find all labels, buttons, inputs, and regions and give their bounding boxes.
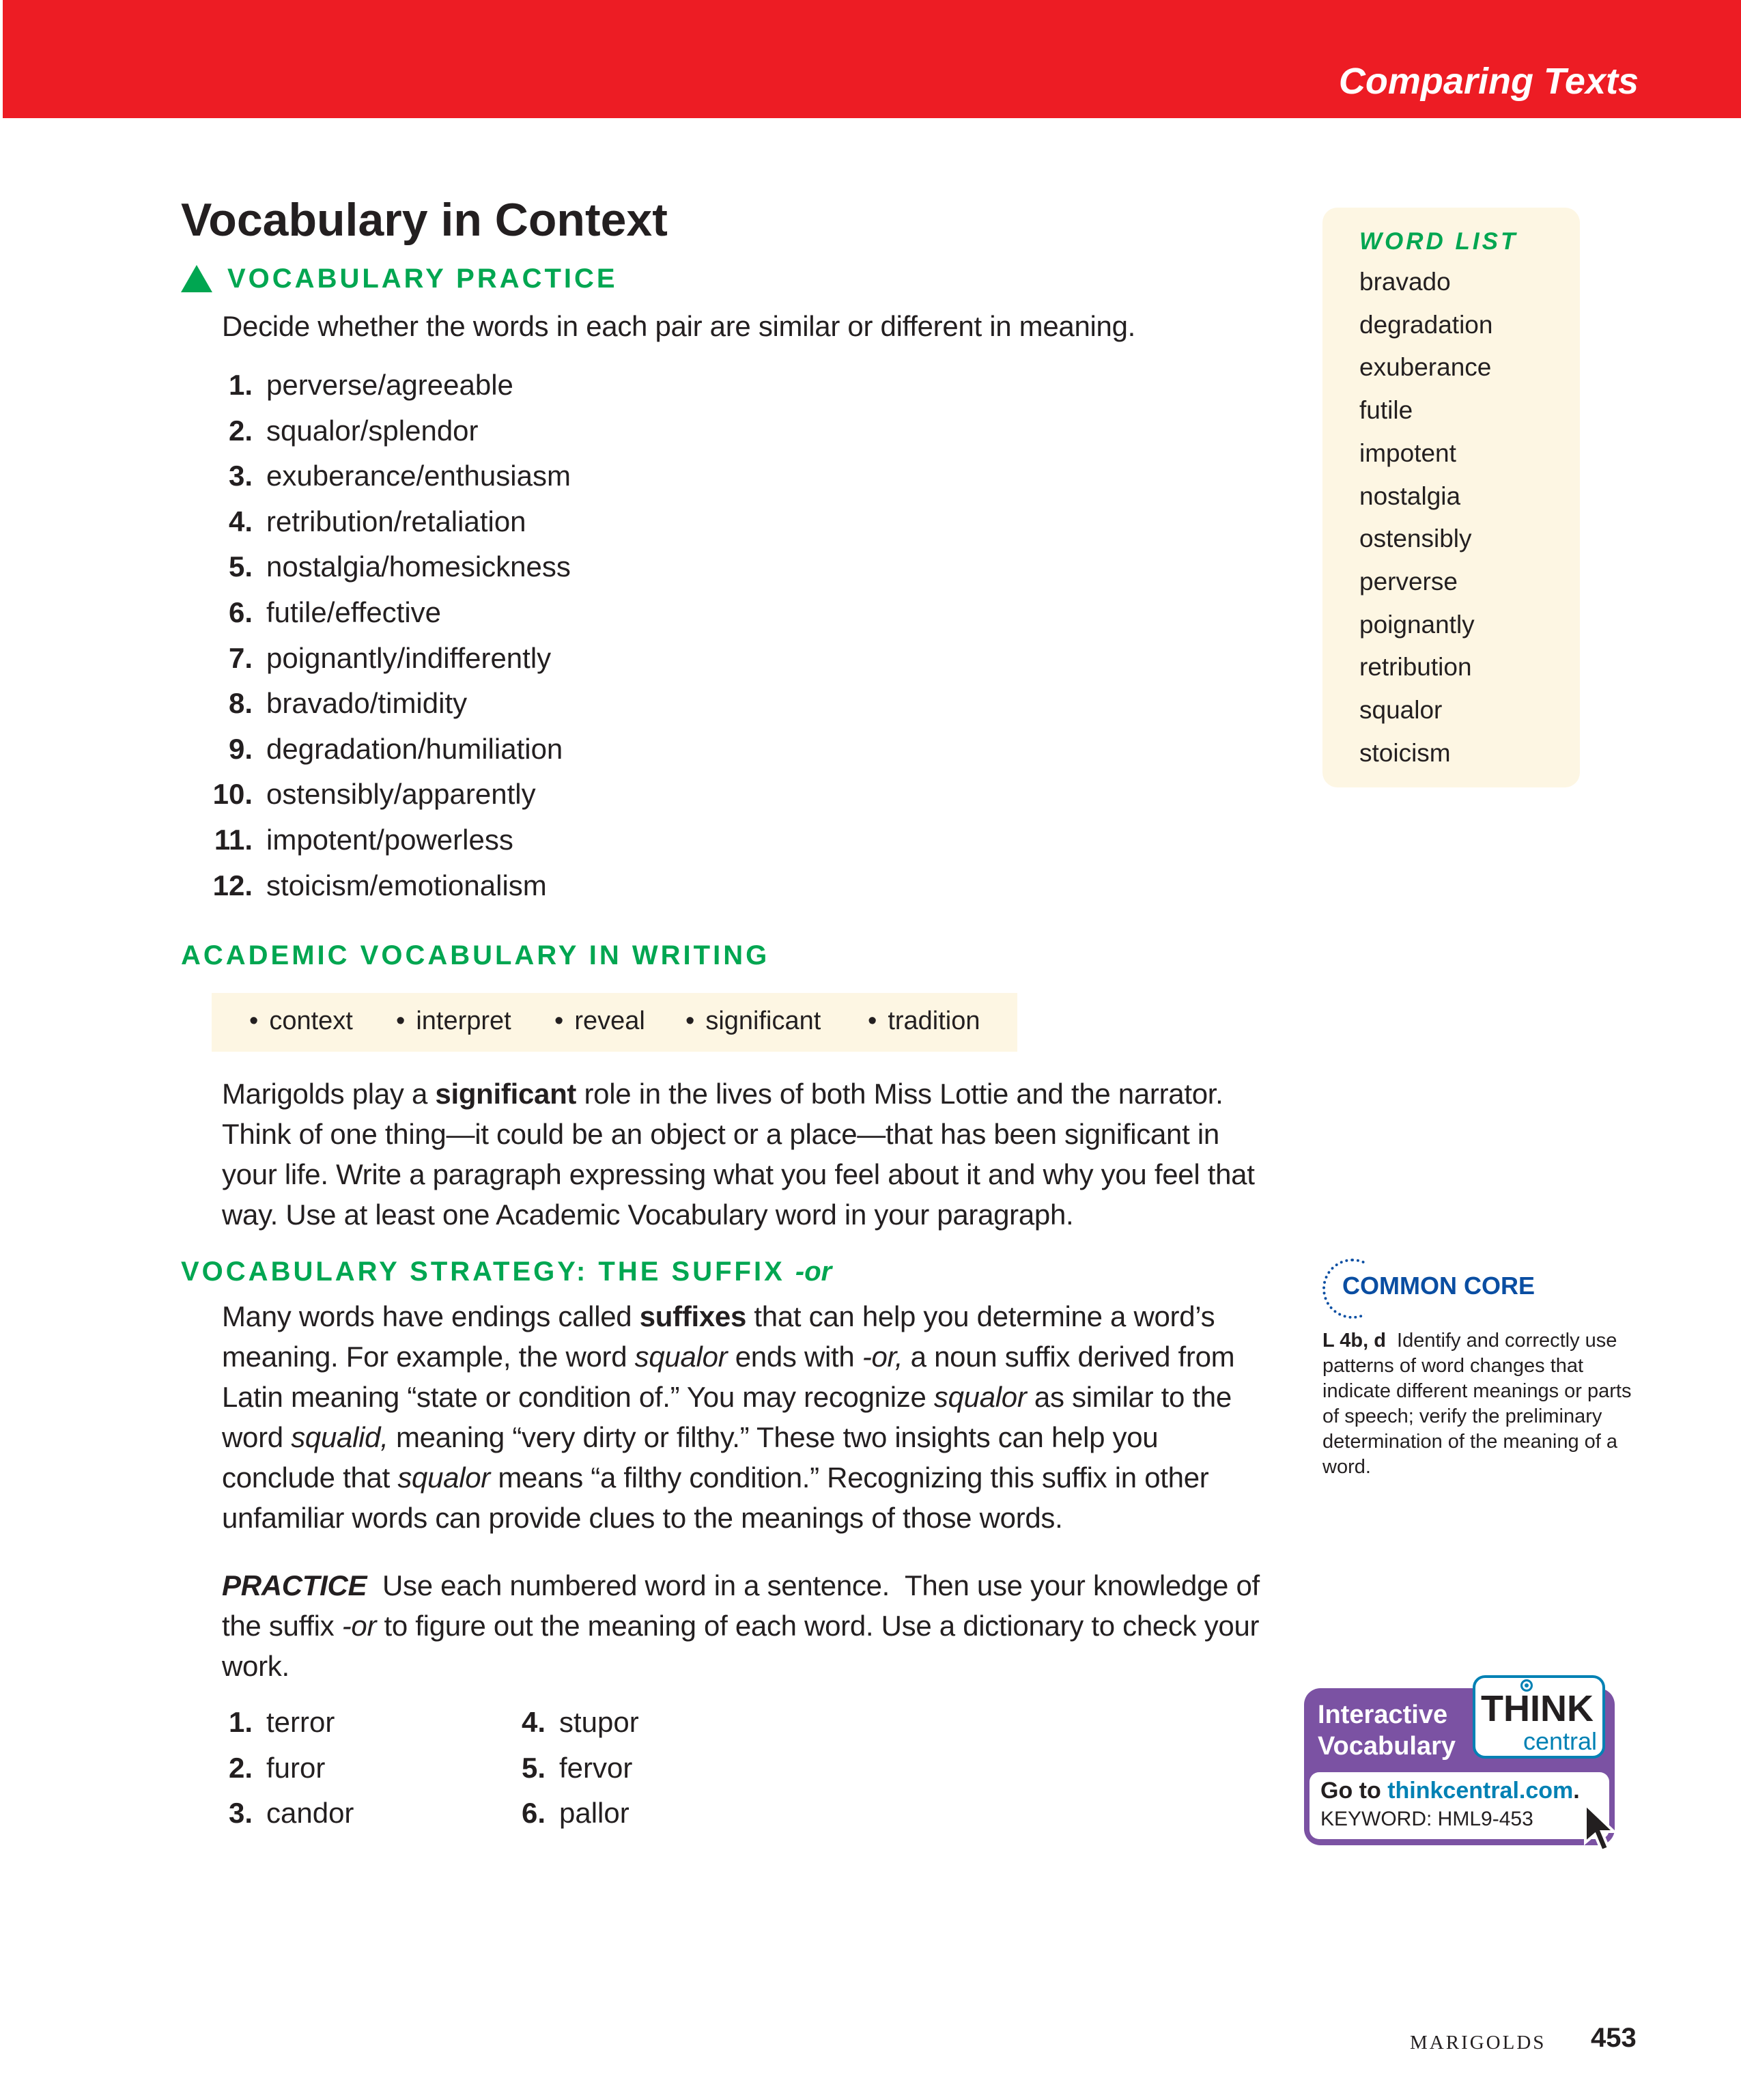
list-item: [205, 1746, 498, 1791]
word-list-item: nostalgia: [1359, 481, 1461, 510]
academic-word: • significant: [685, 1007, 821, 1036]
word-list-item: stoicism: [1359, 738, 1451, 767]
practice-label: PRACTICE: [222, 1569, 367, 1602]
think-central-logo: [1473, 1675, 1605, 1759]
academic-word: • tradition: [868, 1007, 980, 1036]
section-title: Comparing Texts: [1338, 61, 1639, 102]
academic-word-box: [212, 993, 1017, 1052]
think-central-link-box: [1310, 1772, 1609, 1839]
triangle-icon: [181, 265, 212, 292]
item-text: impotent/powerless: [266, 823, 513, 856]
word-list-item: degradation: [1359, 310, 1493, 339]
t: suffixes: [639, 1300, 747, 1333]
word-list-heading: WORD LIST: [1359, 228, 1518, 255]
word-list-item: futile: [1359, 396, 1413, 425]
word-list-item: exuberance: [1359, 353, 1492, 382]
list-item: [205, 499, 1287, 545]
item-number: 10.: [212, 778, 253, 811]
page-title: Vocabulary in Context: [181, 194, 668, 246]
item-text: furor: [266, 1751, 326, 1784]
strategy-paragraph: [222, 1296, 1273, 1538]
word-list-item: poignantly: [1359, 610, 1475, 639]
suffix-lists: [181, 1700, 1287, 1836]
item-text: perverse/agreeable: [266, 369, 513, 401]
interactive-vocabulary-label: [1318, 1699, 1456, 1762]
item-number: 1.: [228, 369, 253, 401]
t: Use each numbered word in a sentence. Then use your knowledge of the suffix: [222, 1569, 1268, 1642]
standard-text: Identify and correctly use patterns of word changes that indicate different meanings or parts of speech; verify the preliminary determination of the meaning of a word.: [1322, 1330, 1632, 1478]
t: squalor: [933, 1381, 1027, 1414]
word-list-item: retribution: [1359, 653, 1472, 682]
t: -or: [341, 1610, 377, 1642]
logo-central: central: [1523, 1727, 1597, 1755]
t: .: [1573, 1778, 1580, 1804]
t: ends with: [727, 1341, 862, 1373]
word-list-item: perverse: [1359, 567, 1458, 596]
list-item: [205, 408, 1287, 454]
item-text: bravado/timidity: [266, 687, 468, 720]
item-number: 4.: [521, 1706, 546, 1739]
list-item: [205, 727, 1287, 772]
item-number: 4.: [228, 505, 253, 537]
item-text: squalor/splendor: [266, 414, 479, 447]
vocabulary-practice-heading: VOCABULARY PRACTICE: [227, 264, 618, 294]
item-text: candor: [266, 1797, 354, 1830]
list-item: [205, 817, 1287, 863]
t: means “a filthy condition.” Recognizing this suffix in other unfamiliar words can provide clues to the meanings of those words.: [222, 1461, 1209, 1535]
footer-title: MARIGOLDS: [1410, 2032, 1546, 2054]
keyword: KEYWORD: HML9-453: [1320, 1808, 1533, 1830]
main-column: [181, 193, 1287, 1836]
item-text: pallor: [559, 1797, 629, 1830]
academic-word: • interpret: [396, 1007, 511, 1036]
item-text: stoicism/emotionalism: [266, 869, 547, 901]
item-number: 3.: [228, 1797, 253, 1830]
item-text: retribution/retaliation: [266, 505, 526, 537]
common-core-standard: [1322, 1328, 1637, 1480]
logo-think: THINK: [1481, 1688, 1594, 1729]
thinkcentral-link[interactable]: thinkcentral.com: [1387, 1778, 1574, 1804]
text: role in the lives of both Miss Lottie and the narrator. Think of one thing—it could be an object or a place—that has been significant in your life. Write a paragraph expressing what you feel about it and why you feel that way. Use at least one Academic Vocabulary word in your paragraph.: [222, 1078, 1255, 1231]
word-list-item: bravado: [1359, 268, 1451, 296]
word-list-item: ostensibly: [1359, 524, 1472, 553]
practice-list: [205, 363, 1287, 908]
list-item: [205, 681, 1287, 727]
item-text: ostensibly/apparently: [266, 778, 536, 811]
word-list-item: squalor: [1359, 696, 1443, 724]
item-text: fervor: [559, 1751, 633, 1784]
item-text: terror: [266, 1706, 335, 1739]
t: Go to: [1320, 1778, 1388, 1804]
list-item: [205, 1700, 498, 1746]
item-number: 2.: [228, 1751, 253, 1784]
t: Interactive: [1318, 1700, 1448, 1729]
academic-vocabulary-heading: ACADEMIC VOCABULARY IN WRITING: [181, 940, 770, 971]
item-number: 12.: [212, 869, 253, 901]
list-item: [205, 453, 1287, 499]
item-text: poignantly/indifferently: [266, 641, 552, 674]
word-list-item: impotent: [1359, 438, 1456, 467]
suffix-list-col1: [205, 1700, 498, 1836]
item-number: 2.: [228, 414, 253, 447]
t: squalid,: [291, 1421, 388, 1454]
list-item: [498, 1791, 791, 1836]
practice-instruction: Decide whether the words in each pair are similar or different in meaning.: [222, 310, 1136, 342]
list-item: [498, 1746, 791, 1791]
common-core-label: COMMON CORE: [1342, 1272, 1535, 1300]
writing-prompt: [222, 1074, 1273, 1235]
suffix-list-col2: [498, 1700, 791, 1836]
list-item: [205, 590, 1287, 636]
t: as similar to the word: [222, 1381, 1232, 1454]
list-item: [205, 772, 1287, 817]
text: Marigolds play a: [222, 1078, 436, 1110]
list-item: [205, 544, 1287, 590]
word-list-box: [1322, 208, 1580, 787]
t: to figure out the meaning of each word. Use a dictionary to check your work.: [222, 1610, 1260, 1683]
page-number: 453: [1591, 2023, 1637, 2053]
t: squalor: [634, 1341, 728, 1373]
academic-word: • context: [249, 1007, 353, 1036]
item-number: 6.: [521, 1797, 546, 1830]
item-number: 1.: [228, 1706, 253, 1739]
item-number: 7.: [228, 641, 253, 674]
item-text: degradation/humiliation: [266, 732, 563, 765]
academic-word: • reveal: [554, 1007, 645, 1036]
item-number: 9.: [228, 732, 253, 765]
standard-code: L 4b, d: [1322, 1330, 1386, 1352]
item-number: 8.: [228, 687, 253, 720]
item-text: futile/effective: [266, 596, 442, 628]
suffix: -or: [795, 1257, 832, 1287]
t: Many words have endings called: [222, 1300, 640, 1333]
t: that can help you determine a word’s meaning. For example, the word: [222, 1300, 1215, 1373]
list-item: [205, 863, 1287, 909]
t: Vocabulary: [1318, 1732, 1456, 1761]
item-number: 5.: [228, 550, 253, 583]
item-number: 3.: [228, 460, 253, 492]
t: a noun suffix derived from Latin meaning “state or condition of.” You may recognize: [222, 1341, 1235, 1414]
practice-instructions: [222, 1565, 1273, 1686]
bold-text: significant: [435, 1078, 577, 1110]
t: -or,: [862, 1341, 903, 1373]
item-number: 11.: [214, 823, 253, 856]
heading-text: VOCABULARY STRATEGY: THE SUFFIX: [181, 1257, 795, 1287]
item-text: nostalgia/homesickness: [266, 550, 571, 583]
list-item: [498, 1700, 791, 1746]
item-text: stupor: [559, 1706, 639, 1739]
vocabulary-practice-heading-row: [181, 262, 1287, 295]
item-text: exuberance/enthusiasm: [266, 460, 571, 492]
item-number: 5.: [521, 1751, 546, 1784]
item-number: 6.: [228, 596, 253, 628]
t: meaning “very dirty or filthy.” These two insights can help you conclude that: [222, 1421, 1159, 1494]
chapter-header-bar: [3, 0, 1741, 118]
list-item: [205, 1791, 498, 1836]
list-item: [205, 636, 1287, 682]
list-item: [205, 363, 1287, 408]
mouse-cursor-icon: [1583, 1803, 1624, 1858]
strategy-heading: [181, 1255, 1287, 1288]
t: squalor: [397, 1461, 490, 1494]
go-to-line: [1320, 1778, 1580, 1804]
